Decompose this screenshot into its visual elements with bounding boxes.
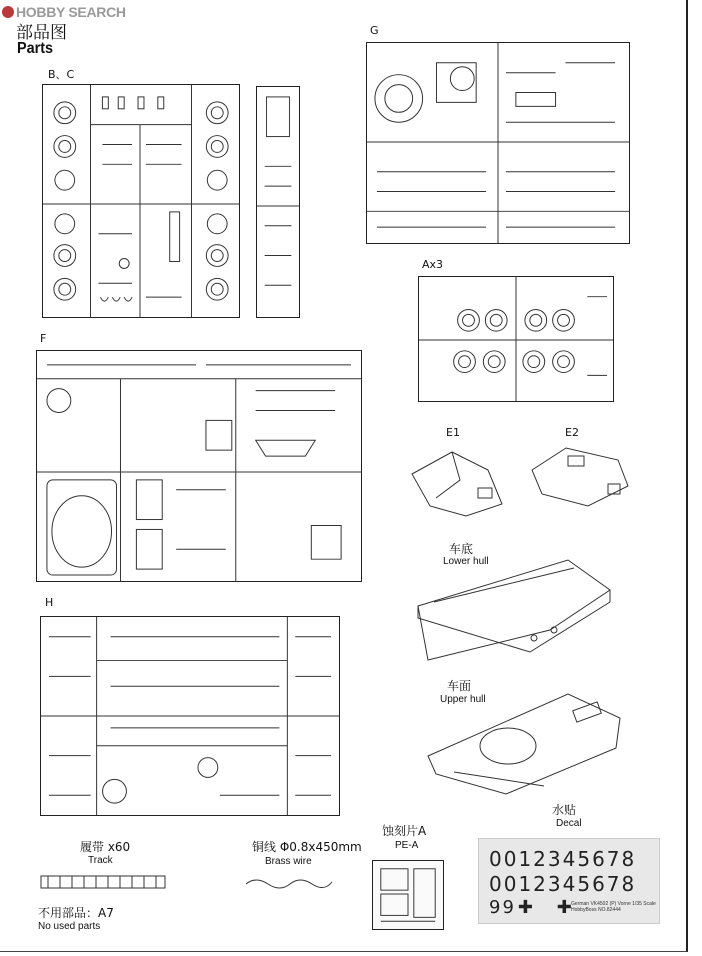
- pe-fret-drawing: [373, 861, 443, 929]
- decal-label-cn: 水贴: [552, 803, 577, 817]
- page-title-cn: 部品图: [16, 23, 67, 43]
- part-e2-drawing: [528, 440, 634, 512]
- track-label-en: Track: [88, 855, 113, 866]
- sprue-f-drawing: [37, 351, 361, 581]
- sprue-bc-side-drawing: [257, 87, 299, 317]
- unused-label-cn: 不用部品：A7: [38, 906, 114, 920]
- wire-label-cn: 铜线 Φ0.8x450mm: [252, 840, 362, 854]
- wire-label-en: Brass wire: [265, 856, 312, 867]
- sprue-f: [36, 350, 362, 582]
- decal-row-1: 0012345678: [489, 847, 637, 871]
- sprue-bc-drawing: [43, 85, 239, 317]
- upper-hull-label-en: Upper hull: [440, 694, 486, 705]
- sprue-g: [366, 42, 630, 244]
- part-label-e1: E1: [446, 426, 460, 439]
- sprue-h-drawing: [41, 617, 339, 815]
- logo-icon: [2, 6, 14, 18]
- part-e1-drawing: [408, 440, 508, 520]
- cross-icon: ✚: [556, 897, 574, 918]
- decal-row-3: 99 ✚ ✚: [489, 897, 574, 918]
- track-drawing: [40, 872, 166, 892]
- sprue-label-g: G: [370, 24, 379, 37]
- pe-fret: [372, 860, 444, 930]
- sprue-h: [40, 616, 340, 816]
- sprue-label-h: H: [45, 596, 54, 609]
- brass-wire-drawing: [244, 874, 334, 892]
- lower-hull-drawing: [414, 556, 614, 662]
- lower-hull-label-cn: 车底: [449, 542, 474, 556]
- watermark-logo: HOBBY SEARCH: [2, 4, 126, 20]
- sprue-label-bc: B、C: [48, 68, 75, 81]
- decal-row-2: 0012345678: [489, 872, 637, 896]
- sprue-g-drawing: [367, 43, 629, 243]
- decal-label-en: Decal: [556, 818, 582, 829]
- unused-label-en: No used parts: [38, 921, 101, 932]
- sprue-ax3-drawing: [419, 277, 613, 401]
- track-label-cn: 履带 x60: [80, 840, 131, 854]
- sprue-label-f: F: [40, 332, 47, 345]
- part-label-e2: E2: [565, 426, 579, 439]
- decal-note: German VK4502 (P) Vorne 1/35 Scale HobbyBoss NO.82444: [571, 901, 656, 913]
- lower-hull-label-en: Lower hull: [443, 556, 489, 567]
- sprue-bc-side: [256, 86, 300, 318]
- sprue-label-ax3: Ax3: [422, 258, 444, 271]
- pe-label-cn: 蚀刻片A: [382, 824, 427, 838]
- cross-icon: ✚: [517, 897, 535, 918]
- decal-sheet: [478, 838, 660, 924]
- upper-hull-label-cn: 车面: [447, 679, 472, 693]
- sprue-ax3: [418, 276, 614, 402]
- pe-label-en: PE-A: [395, 840, 419, 851]
- sprue-bc: [42, 84, 240, 318]
- upper-hull-drawing: [424, 686, 624, 796]
- page-title-en: Parts: [17, 40, 54, 57]
